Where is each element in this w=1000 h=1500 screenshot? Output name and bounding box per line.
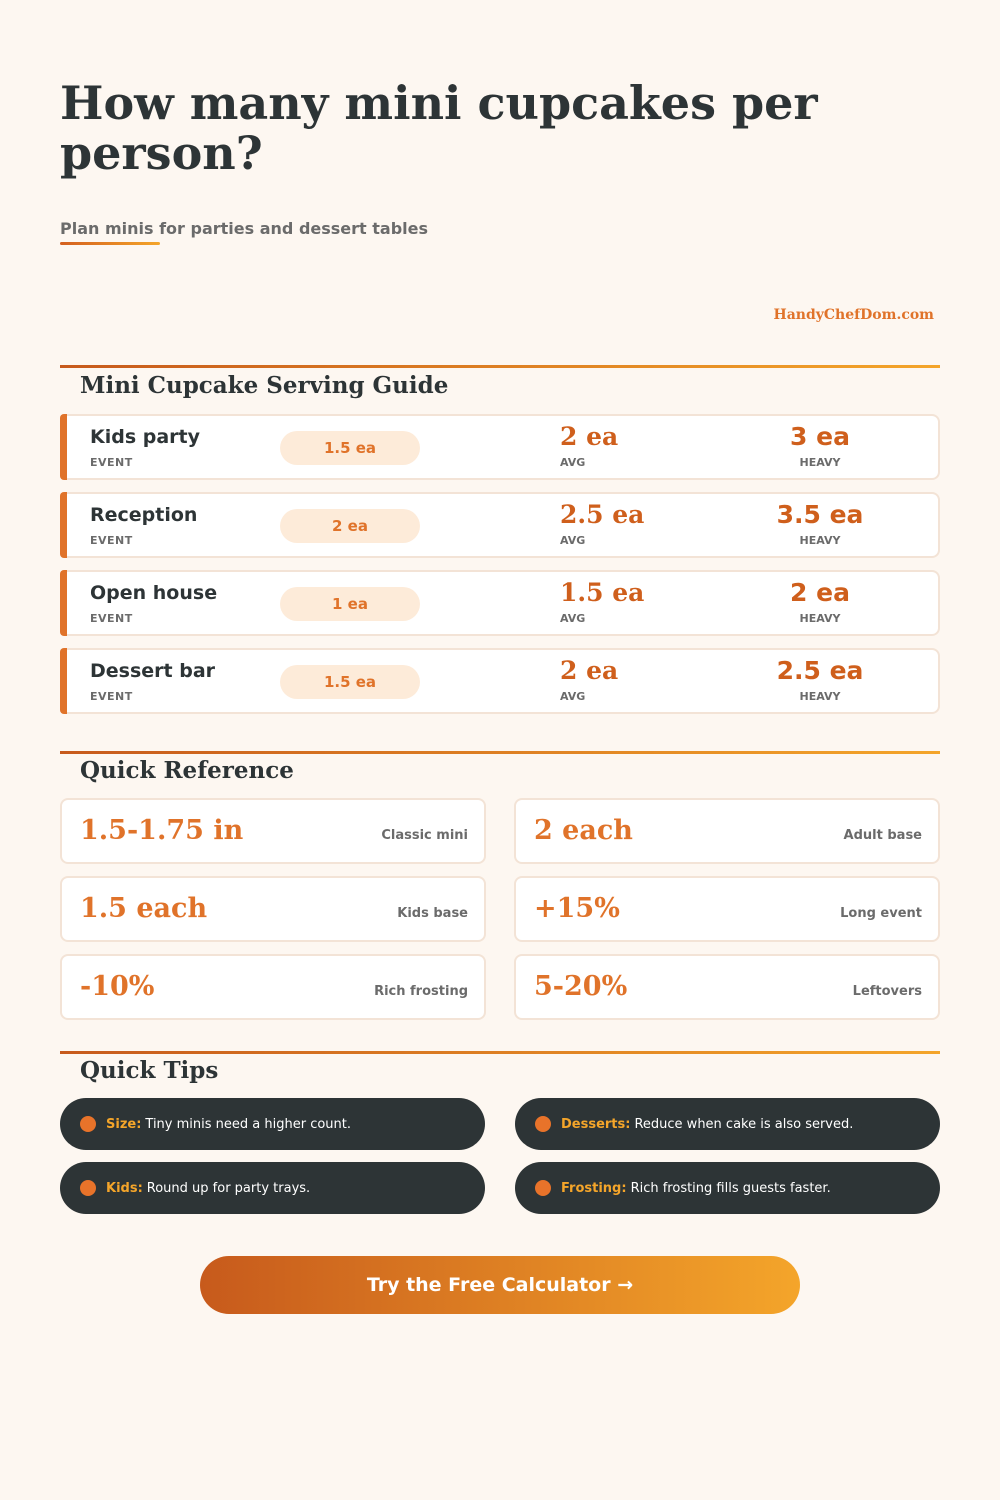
page-title: How many mini cupcakes per person? bbox=[60, 76, 818, 180]
tip-key: Kids: bbox=[106, 1180, 143, 1196]
event-label: EVENT bbox=[90, 534, 133, 547]
avg-serving-label: AVG bbox=[560, 534, 586, 547]
reference-card bbox=[514, 798, 940, 864]
row-accent-bar bbox=[60, 648, 67, 714]
reference-section-title: Quick Reference bbox=[80, 757, 294, 784]
tip-bullet-icon bbox=[535, 1116, 551, 1132]
reference-value: 1.5-1.75 in bbox=[80, 815, 244, 846]
heavy-serving-value: 2 ea bbox=[790, 578, 850, 607]
tip-bullet-icon bbox=[80, 1180, 96, 1196]
tip-item bbox=[515, 1162, 940, 1214]
reference-card bbox=[60, 876, 486, 942]
reference-label: Adult base bbox=[843, 828, 922, 843]
avg-serving-label: AVG bbox=[560, 456, 586, 469]
subtitle-underline bbox=[60, 242, 160, 245]
reference-section-rule bbox=[60, 751, 940, 754]
reference-label: Leftovers bbox=[852, 984, 922, 999]
reference-value: -10% bbox=[80, 971, 155, 1002]
event-name: Kids party bbox=[90, 426, 201, 448]
tip-item bbox=[60, 1098, 485, 1150]
guide-row-dessert-bar bbox=[60, 648, 940, 714]
event-label: EVENT bbox=[90, 456, 133, 469]
reference-card bbox=[514, 954, 940, 1020]
row-accent-bar bbox=[60, 570, 67, 636]
heavy-serving-value: 3.5 ea bbox=[776, 500, 864, 529]
reference-value: 1.5 each bbox=[80, 893, 208, 924]
heavy-serving-label: HEAVY bbox=[799, 690, 841, 703]
guide-row-open-house bbox=[60, 570, 940, 636]
reference-value: 5-20% bbox=[534, 971, 628, 1002]
row-accent-bar bbox=[60, 492, 67, 558]
guide-row-kids-party bbox=[60, 414, 940, 480]
tip-key: Desserts: bbox=[561, 1116, 631, 1132]
event-name: Dessert bar bbox=[90, 660, 216, 682]
avg-serving-value: 2.5 ea bbox=[560, 500, 645, 529]
tip-item bbox=[515, 1098, 940, 1150]
tip-bullet-icon bbox=[80, 1116, 96, 1132]
heavy-serving-value: 2.5 ea bbox=[776, 656, 864, 685]
tip-key: Size: bbox=[106, 1116, 142, 1132]
reference-label: Classic mini bbox=[381, 828, 468, 843]
tips-section-title: Quick Tips bbox=[80, 1057, 219, 1084]
light-serving-pill: 2 ea bbox=[280, 509, 420, 543]
heavy-serving-value: 3 ea bbox=[790, 422, 850, 451]
event-label: EVENT bbox=[90, 612, 133, 625]
guide-section-title: Mini Cupcake Serving Guide bbox=[80, 372, 449, 399]
tip-key: Frosting: bbox=[561, 1180, 627, 1196]
guide-row-reception bbox=[60, 492, 940, 558]
avg-serving-value: 2 ea bbox=[560, 656, 619, 685]
brand-link[interactable]: HandyChefDom.com bbox=[773, 307, 934, 323]
tip-bullet-icon bbox=[535, 1180, 551, 1196]
avg-serving-label: AVG bbox=[560, 690, 586, 703]
avg-serving-value: 2 ea bbox=[560, 422, 619, 451]
reference-card bbox=[60, 798, 486, 864]
page-subtitle: Plan minis for parties and dessert tables bbox=[60, 219, 429, 238]
light-serving-pill: 1 ea bbox=[280, 587, 420, 621]
heavy-serving-label: HEAVY bbox=[799, 534, 841, 547]
tip-text: Tiny minis need a higher count. bbox=[145, 1116, 352, 1132]
guide-section-rule bbox=[60, 365, 940, 368]
avg-serving-value: 1.5 ea bbox=[560, 578, 645, 607]
heavy-serving-label: HEAVY bbox=[799, 612, 841, 625]
reference-label: Long event bbox=[840, 906, 922, 921]
heavy-serving-label: HEAVY bbox=[799, 456, 841, 469]
tip-text: Reduce when cake is also served. bbox=[634, 1116, 854, 1132]
row-accent-bar bbox=[60, 414, 67, 480]
light-serving-pill: 1.5 ea bbox=[280, 665, 420, 699]
event-label: EVENT bbox=[90, 690, 133, 703]
event-name: Reception bbox=[90, 504, 198, 526]
tip-text: Round up for party trays. bbox=[146, 1180, 311, 1196]
avg-serving-label: AVG bbox=[560, 612, 586, 625]
reference-card bbox=[60, 954, 486, 1020]
tips-section-rule bbox=[60, 1051, 940, 1054]
try-calculator-button[interactable]: Try the Free Calculator → bbox=[200, 1256, 800, 1314]
tip-text: Rich frosting fills guests faster. bbox=[630, 1180, 831, 1196]
light-serving-pill: 1.5 ea bbox=[280, 431, 420, 465]
reference-value: 2 each bbox=[534, 815, 633, 846]
tip-item bbox=[60, 1162, 485, 1214]
reference-label: Rich frosting bbox=[374, 984, 468, 999]
reference-value: +15% bbox=[534, 893, 620, 924]
reference-label: Kids base bbox=[397, 906, 468, 921]
reference-card bbox=[514, 876, 940, 942]
event-name: Open house bbox=[90, 582, 218, 604]
